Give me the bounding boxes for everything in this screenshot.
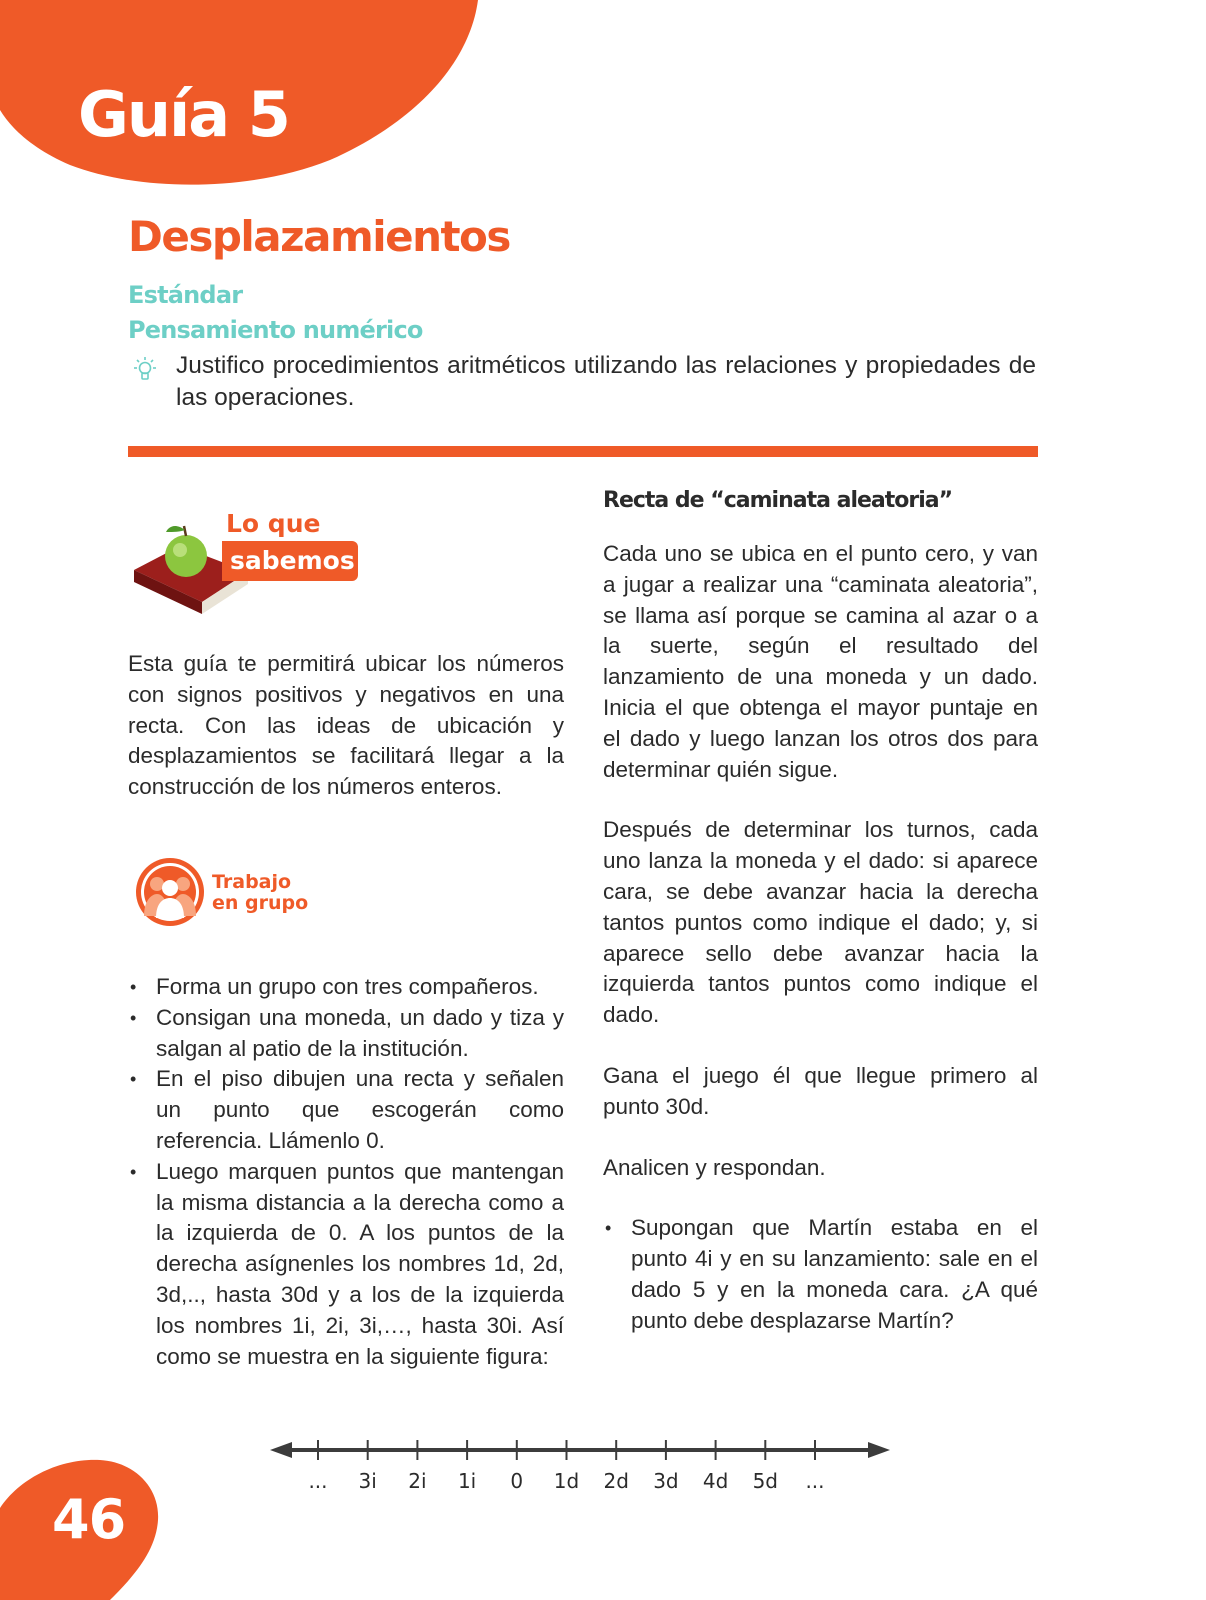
lightbulb-icon bbox=[130, 356, 160, 384]
list-item: • Consigan una moneda, un dado y tiza y salgan al patio de la institución. bbox=[128, 1003, 564, 1065]
page-title: Desplazamientos bbox=[128, 212, 510, 261]
question-item: • Supongan que Martín estaba en el punto 4i y en su lanzamiento: sale en el dado 5 y en la moneda cara. ¿A qué punto debe desplazarse Martín? bbox=[603, 1213, 1038, 1336]
number-line bbox=[270, 1436, 890, 1496]
paragraph-3: Gana el juego él que llegue primero al punto 30d. bbox=[603, 1062, 1038, 1119]
right-column bbox=[603, 539, 1038, 1337]
group-line2: en grupo bbox=[212, 892, 309, 914]
paragraph-4: Analicen y respondan. bbox=[603, 1154, 826, 1180]
number-line-label: 1i bbox=[457, 1469, 477, 1493]
number-line-label: 2i bbox=[408, 1469, 427, 1493]
paragraph-1: Cada uno se ubica en el punto cero, y van a jugar a realizar una “caminata aleatoria”, se llama así porque se camina al azar o a la suerte, según el resultado del lanzamiento de una moneda y un dado. Inicia el que obtenga el mayor puntaje en el dado y luego lanzan los otros dos para determinar quién sigue. bbox=[603, 541, 1038, 782]
intro-paragraph bbox=[128, 649, 564, 803]
paragraph-2: Después de determinar los turnos, cada uno lanza la moneda y el dado: si aparece cara, se debe avanzar hacia la derecha tantos puntos como indique el dado; y, si aparece sello debe avanzar hacia la izquierda tantos puntos como indique el dado. bbox=[603, 817, 1038, 1028]
number-line-label: 3d bbox=[653, 1469, 679, 1493]
list-item: • Luego marquen puntos que mantengan la misma distancia a la derecha como a la izquierda de 0. A los puntos de la derecha asígnenles los nombres 1d, 2d, 3d,.., hasta 30d y a los de la izquierda los nombres 1i, 2i, 3i,…, hasta 30i. Así como se muestra en la siguiente figura: bbox=[128, 1157, 564, 1373]
activity-list bbox=[128, 972, 564, 1372]
intro-text: Esta guía te permitirá ubicar los números con signos positivos y negativos en una recta. Con las ideas de ubicación y desplazamientos se facilitará llegar a la construcción de los números enteros. bbox=[128, 651, 564, 800]
standard-text: Justifico procedimientos aritméticos utilizando las relaciones y propiedades de las operaciones. bbox=[176, 352, 1036, 411]
group-line1: Trabajo bbox=[212, 871, 292, 893]
group-work-icon bbox=[134, 856, 206, 928]
badge-title-line2: sabemos bbox=[222, 541, 358, 581]
badge-title-line1: Lo que bbox=[226, 509, 321, 538]
number-line-label: ... bbox=[308, 1469, 328, 1493]
number-line-label: 2d bbox=[603, 1469, 629, 1493]
divider bbox=[128, 446, 1038, 457]
number-line-label: 3i bbox=[358, 1469, 377, 1493]
guide-title: Guía 5 bbox=[78, 78, 289, 151]
number-line-label: 0 bbox=[510, 1469, 524, 1493]
group-work-label bbox=[212, 872, 308, 914]
standard-area: Pensamiento numérico bbox=[128, 316, 423, 344]
list-item: • En el piso dibujen una recta y señalen un punto que escogerán como referencia. Llámenlo 0. bbox=[128, 1064, 564, 1156]
section-heading: Recta de “caminata aleatoria” bbox=[603, 488, 953, 513]
number-line-label: 4d bbox=[702, 1469, 729, 1493]
number-line-label: 5d bbox=[752, 1469, 779, 1493]
number-line-label: ... bbox=[805, 1469, 825, 1493]
number-line-label: 1d bbox=[553, 1469, 580, 1493]
page-number: 46 bbox=[52, 1488, 126, 1551]
list-item: • Forma un grupo con tres compañeros. bbox=[128, 972, 564, 1003]
standard-label: Estándar bbox=[128, 281, 243, 309]
